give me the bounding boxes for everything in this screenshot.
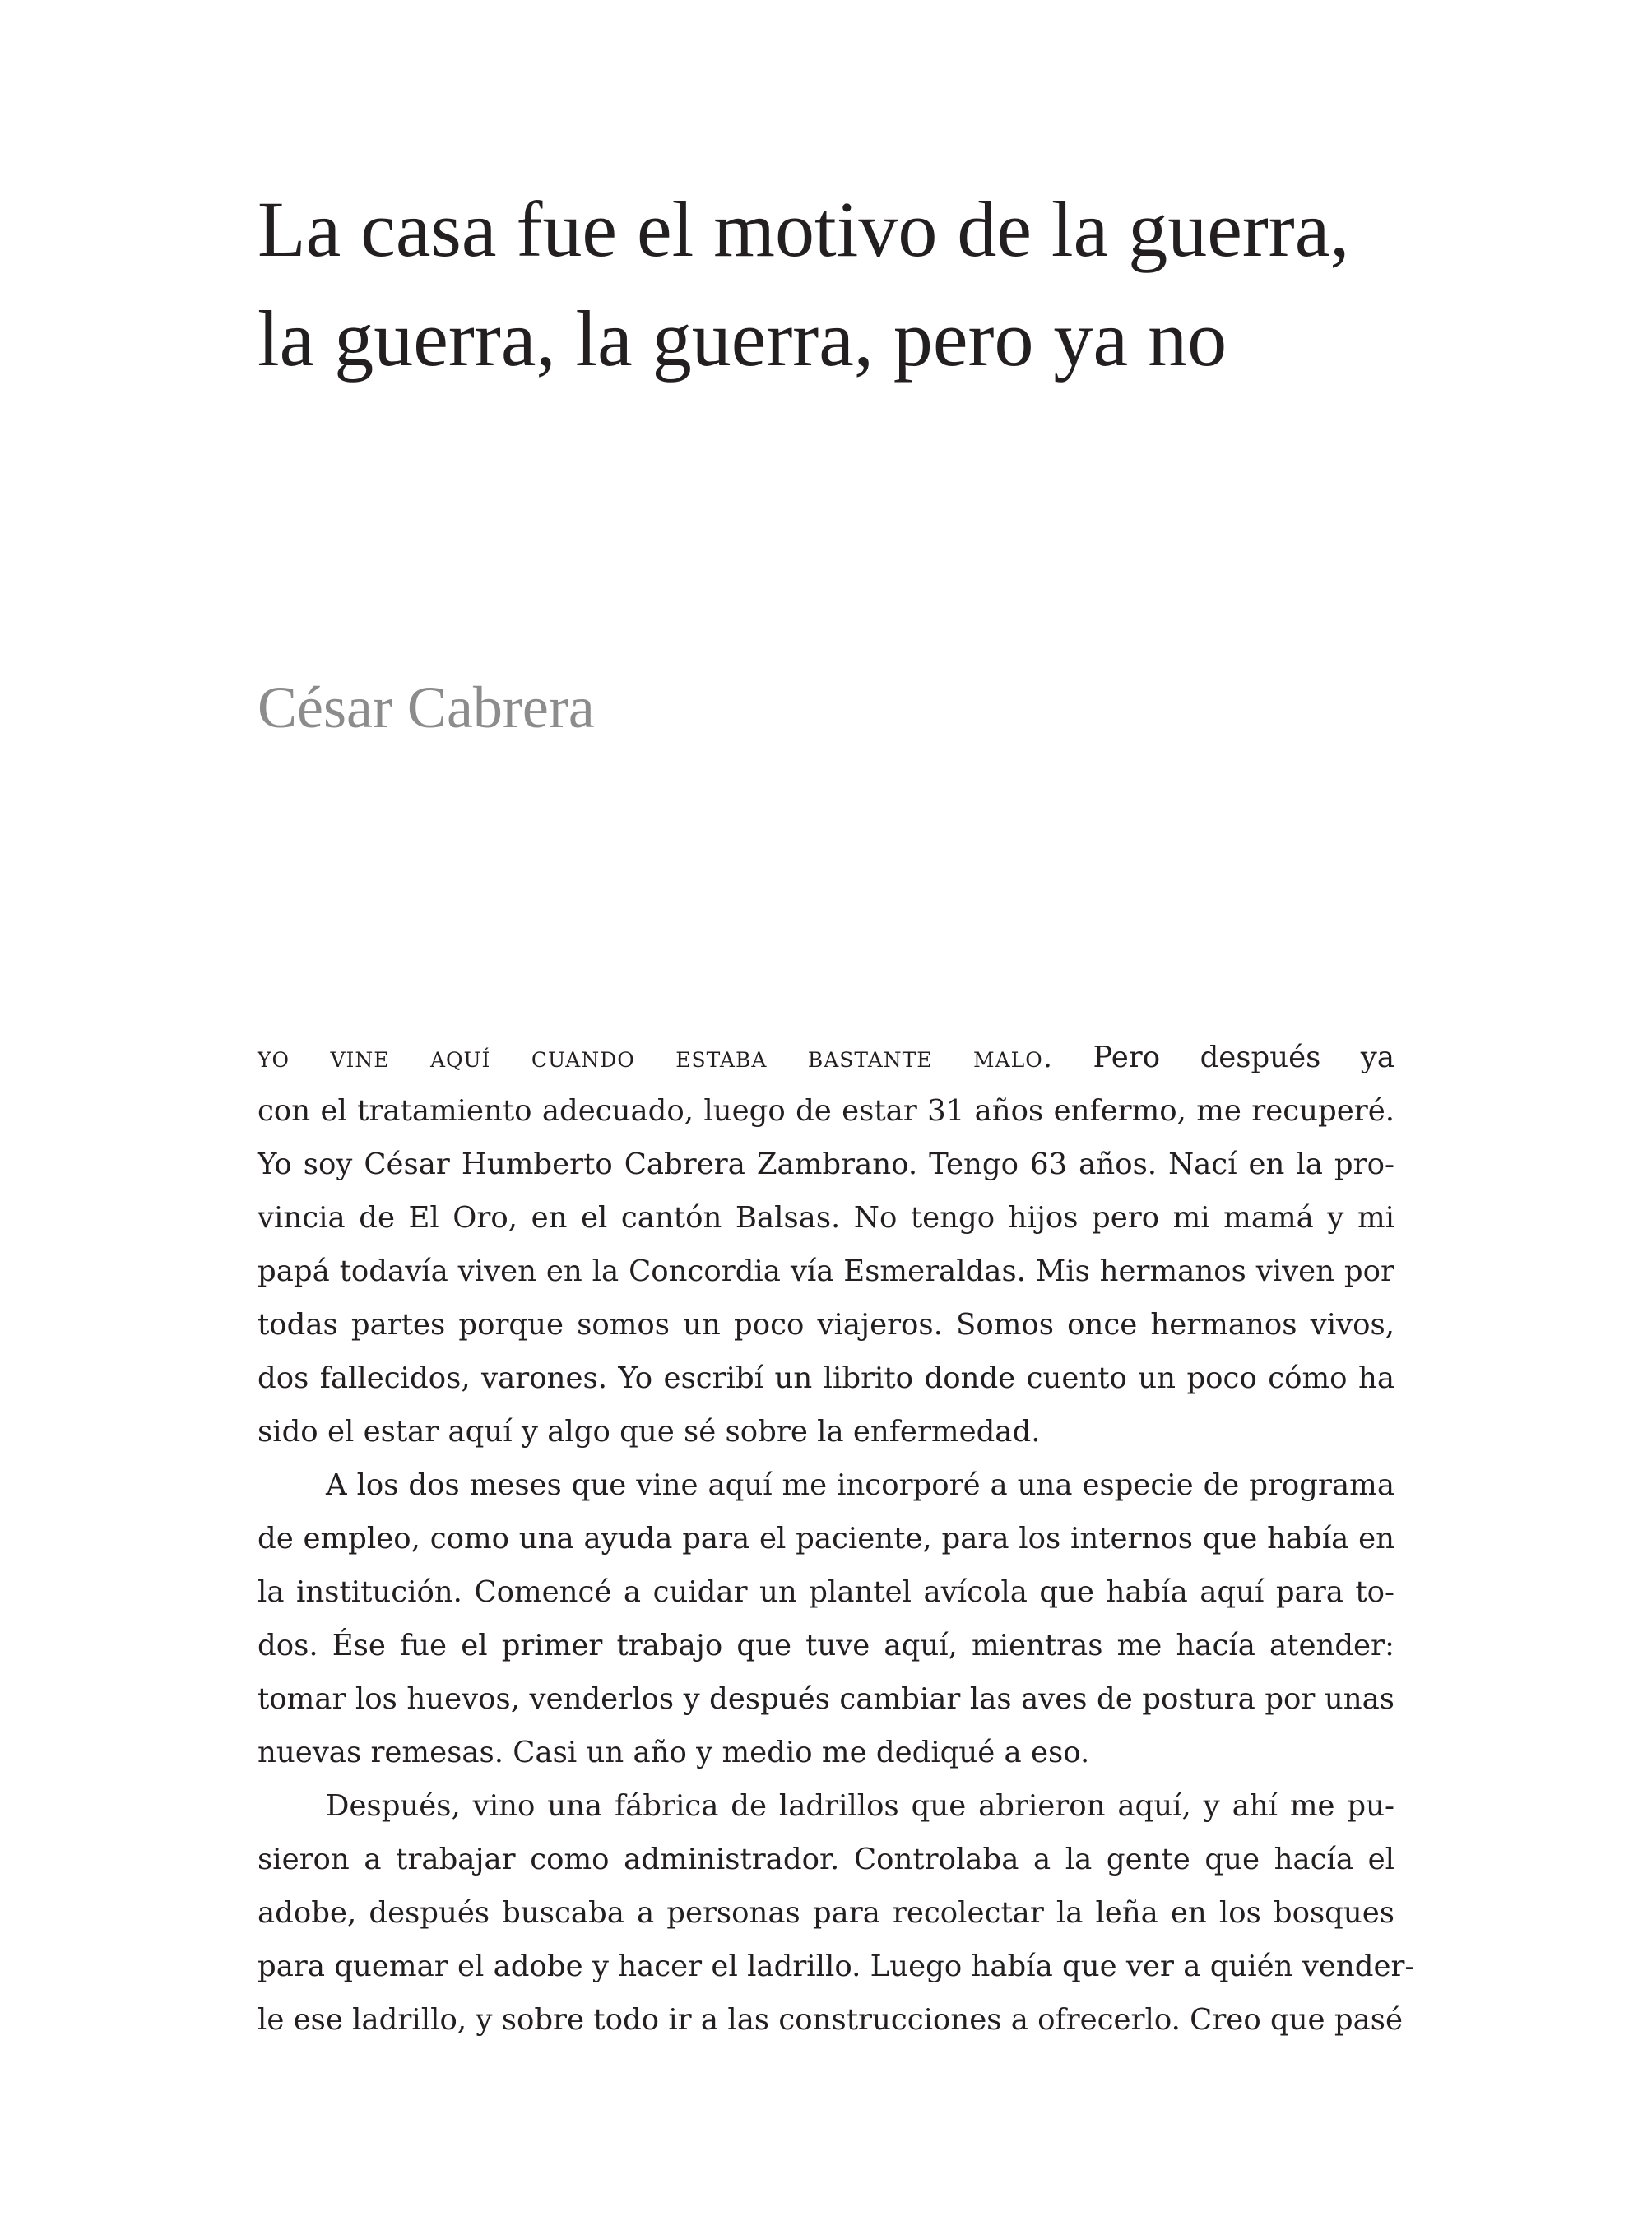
lead-in-text: yo vine aquí cuando estaba bastante malo. bbox=[258, 1041, 1054, 1074]
body-line: Yo soy César Humberto Cabrera Zambrano. Tengo 63 años. Nací en la pro- bbox=[258, 1148, 1394, 1181]
body-line: de empleo, como una ayuda para el paciente, para los internos que había en bbox=[258, 1522, 1394, 1556]
body-line: con el tratamiento adecuado, luego de estar 31 años enfermo, me recuperé. bbox=[258, 1094, 1394, 1128]
body-line: sido el estar aquí y algo que sé sobre la enfermedad. bbox=[258, 1415, 1041, 1449]
body-line: dos. Ése fue el primer trabajo que tuve aquí, mientras me hacía atender: bbox=[258, 1629, 1394, 1662]
body-line: la institución. Comencé a cuidar un plantel avícola que había aquí para to- bbox=[258, 1575, 1394, 1609]
body-line: nuevas remesas. Casi un año y medio me dediqué a eso. bbox=[258, 1736, 1090, 1769]
body-line: todas partes porque somos un poco viajeros. Somos once hermanos vivos, bbox=[258, 1308, 1394, 1342]
chapter-title-line: La casa fue el motivo de la guerra, bbox=[258, 185, 1350, 273]
body-line: Después, vino una fábrica de ladrillos que abrieron aquí, y ahí me pu- bbox=[326, 1789, 1394, 1823]
body-line: A los dos meses que vine aquí me incorporé a una especie de programa bbox=[326, 1468, 1394, 1502]
chapter-body bbox=[258, 1031, 1415, 2047]
body-line: papá todavía viven en la Concordia vía Esmeraldas. Mis hermanos viven por bbox=[258, 1254, 1394, 1288]
body-line-text: Pero después ya bbox=[1053, 1041, 1394, 1074]
body-line: sieron a trabajar como administrador. Controlaba a la gente que hacía el bbox=[258, 1843, 1394, 1876]
body-line: dos fallecidos, varones. Yo escribí un librito donde cuento un poco cómo ha bbox=[258, 1361, 1394, 1395]
body-line: para quemar el adobe y hacer el ladrillo. Luego había que ver a quién vender- bbox=[258, 1950, 1415, 1983]
chapter-title-line: la guerra, la guerra, pero ya no bbox=[258, 294, 1227, 383]
body-line: le ese ladrillo, y sobre todo ir a las construcciones a ofrecerlo. Creo que pasé bbox=[258, 2003, 1403, 2037]
body-line bbox=[258, 1031, 1394, 1084]
chapter-title bbox=[258, 174, 1492, 393]
body-line: tomar los huevos, venderlos y después cambiar las aves de postura por unas bbox=[258, 1682, 1394, 1716]
chapter-author: César Cabrera bbox=[258, 675, 595, 740]
body-line: adobe, después buscaba a personas para recolectar la leña en los bosques bbox=[258, 1896, 1394, 1930]
body-line: vincia de El Oro, en el cantón Balsas. No tengo hijos pero mi mamá y mi bbox=[258, 1201, 1394, 1235]
